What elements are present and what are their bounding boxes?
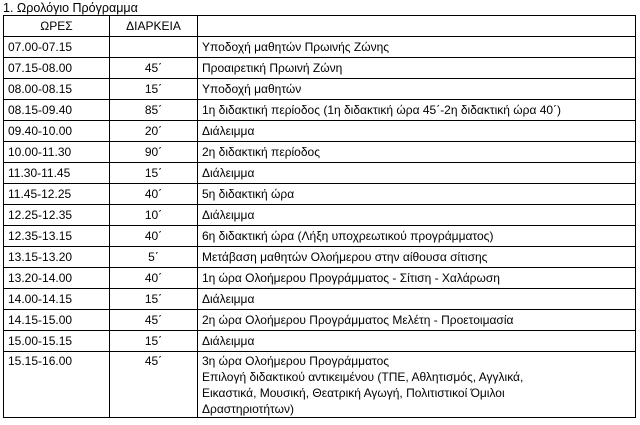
time-cell: 14.15-15.00	[4, 310, 110, 331]
table-row	[4, 100, 636, 121]
description-line: Εικαστικά, Μουσική, Θεατρική Αγωγή, Πολιτιστικοί Όμιλοι	[202, 386, 505, 400]
description-line: 5η διδακτική ώρα	[202, 187, 295, 201]
header-duration: ΔΙΑΡΚΕΙΑ	[110, 16, 198, 37]
time-cell: 13.15-13.20	[4, 247, 110, 268]
time-cell: 09.40-10.00	[4, 121, 110, 142]
description-cell	[198, 331, 636, 352]
description-cell	[198, 268, 636, 289]
description-cell	[198, 289, 636, 310]
table-row	[4, 289, 636, 310]
description-line: 1η ώρα Ολοήμερου Προγράμματος - Σίτιση - Χαλάρωση	[202, 271, 500, 285]
description-line: 2η διδακτική περίοδος	[202, 145, 320, 159]
table-row	[4, 310, 636, 331]
description-line: Μετάβαση μαθητών Ολοήμερου στην αίθουσα σίτισης	[202, 250, 488, 264]
table-row	[4, 163, 636, 184]
duration-cell: 40΄	[110, 184, 198, 205]
table-row	[4, 121, 636, 142]
table-row	[4, 247, 636, 268]
time-cell: 15.00-15.15	[4, 331, 110, 352]
description-line: Διάλειμμα	[202, 124, 255, 138]
duration-cell: 15΄	[110, 79, 198, 100]
description-line: Διάλειμμα	[202, 166, 255, 180]
description-cell	[198, 184, 636, 205]
description-cell	[198, 79, 636, 100]
description-line: Υποδοχή μαθητών Πρωινής Ζώνης	[202, 40, 390, 54]
duration-cell: 45΄	[110, 352, 198, 418]
description-line: Δραστηριοτήτων)	[202, 402, 294, 416]
time-cell: 15.15-16.00	[4, 352, 110, 418]
table-row	[4, 268, 636, 289]
time-cell: 11.45-12.25	[4, 184, 110, 205]
duration-cell: 15΄	[110, 163, 198, 184]
duration-cell: 5΄	[110, 247, 198, 268]
table-row	[4, 79, 636, 100]
schedule-table	[3, 15, 636, 418]
duration-cell: 40΄	[110, 268, 198, 289]
description-cell	[198, 142, 636, 163]
duration-cell: 40΄	[110, 226, 198, 247]
duration-cell	[110, 37, 198, 58]
table-row	[4, 331, 636, 352]
description-line: Διάλειμμα	[202, 208, 255, 222]
table-row	[4, 142, 636, 163]
table-row	[4, 37, 636, 58]
duration-cell: 45΄	[110, 310, 198, 331]
description-line: Υποδοχή μαθητών	[202, 82, 302, 96]
description-line: Επιλογή διδακτικού αντικειμένου (ΤΠΕ, Αθλητισμός, Αγγλικά,	[202, 370, 524, 384]
table-header-row	[4, 16, 636, 37]
table-row	[4, 58, 636, 79]
duration-cell: 15΄	[110, 289, 198, 310]
description-cell	[198, 310, 636, 331]
page-heading: 1. Ωρολόγιο Πρόγραμμα	[3, 1, 138, 15]
table-row	[4, 184, 636, 205]
time-cell: 14.00-14.15	[4, 289, 110, 310]
description-cell	[198, 247, 636, 268]
time-cell: 13.20-14.00	[4, 268, 110, 289]
table-row	[4, 205, 636, 226]
duration-cell: 85΄	[110, 100, 198, 121]
description-line: Διάλειμμα	[202, 292, 255, 306]
duration-cell: 20΄	[110, 121, 198, 142]
description-line: Διάλειμμα	[202, 334, 255, 348]
description-cell	[198, 226, 636, 247]
description-line: Προαιρετική Πρωινή Ζώνη	[202, 61, 343, 75]
duration-cell: 45΄	[110, 58, 198, 79]
header-description	[198, 16, 636, 37]
description-cell	[198, 121, 636, 142]
description-line: 3η ώρα Ολοήμερου Προγράμματος	[202, 354, 390, 368]
schedule-body	[4, 37, 636, 418]
description-line: 1η διδακτική περίοδος (1η διδακτική ώρα 45΄-2η διδακτική ώρα 40΄)	[202, 103, 562, 117]
time-cell: 08.15-09.40	[4, 100, 110, 121]
header-hours: ΩΡΕΣ	[4, 16, 110, 37]
description-cell	[198, 163, 636, 184]
duration-cell: 10΄	[110, 205, 198, 226]
description-cell	[198, 58, 636, 79]
duration-cell: 90΄	[110, 142, 198, 163]
description-cell	[198, 205, 636, 226]
description-cell	[198, 37, 636, 58]
time-cell: 12.35-13.15	[4, 226, 110, 247]
time-cell: 07.15-08.00	[4, 58, 110, 79]
table-row	[4, 352, 636, 418]
time-cell: 07.00-07.15	[4, 37, 110, 58]
time-cell: 08.00-08.15	[4, 79, 110, 100]
table-row	[4, 226, 636, 247]
time-cell: 10.00-11.30	[4, 142, 110, 163]
time-cell: 12.25-12.35	[4, 205, 110, 226]
time-cell: 11.30-11.45	[4, 163, 110, 184]
description-cell	[198, 352, 636, 418]
description-cell	[198, 100, 636, 121]
description-line: 2η ώρα Ολοήμερου Προγράμματος Μελέτη - Προετοιμασία	[202, 313, 514, 327]
description-line: 6η διδακτική ώρα (Λήξη υποχρεωτικού προγράμματος)	[202, 229, 494, 243]
duration-cell: 15΄	[110, 331, 198, 352]
